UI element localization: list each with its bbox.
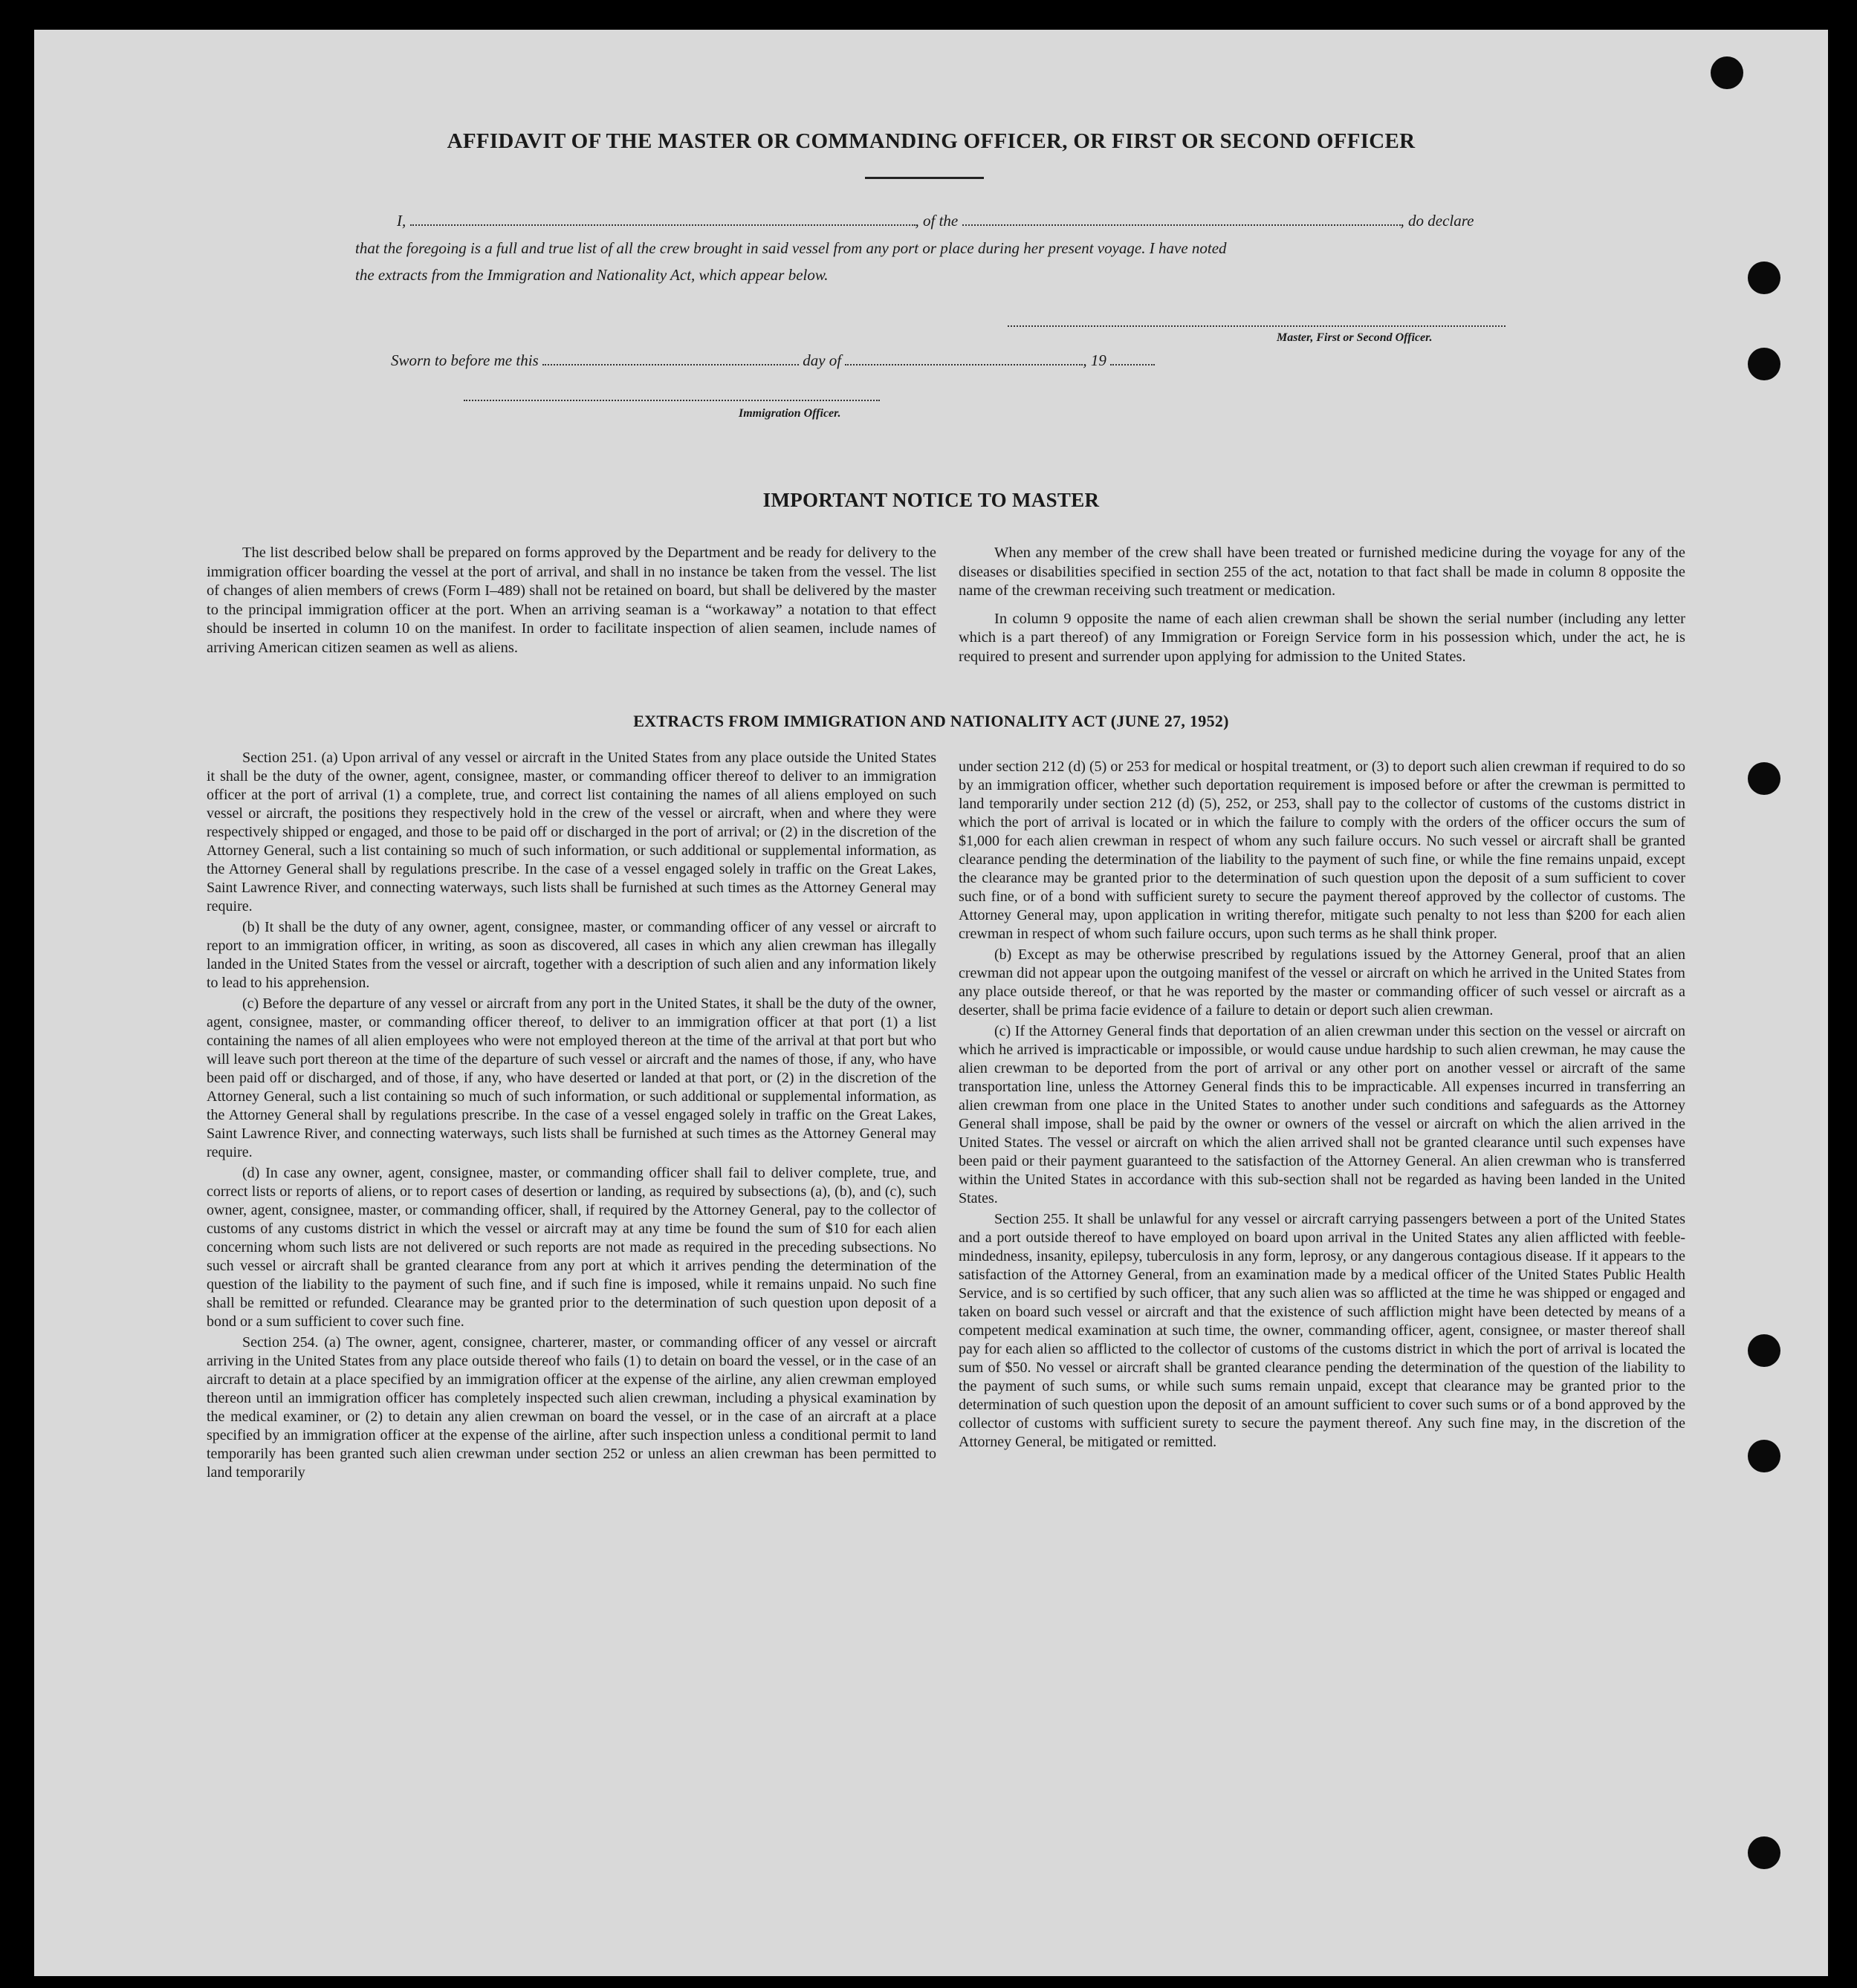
extract-paragraph: Section 254. (a) The owner, agent, consignee, charterer, master, or commanding officer of any vessel or aircraft arriving in the United States from any place outside thereof who fails (1) to detain on board the vessel, or in the case of an aircraft to detain at a place specified by an immigration officer at the expense of the airline, any alien crewman employed thereon until an immigration officer has completely inspected such alien crewman, including a physical examination by the medical examiner, or (2) to detain any alien crewman on board the vessel, or in the case of an aircraft at a place specified by an immigration officer at the expense of the airline, after such inspection unless a conditional permit to land temporarily has been granted such alien crewman under section 252 or unless an alien crewman has been permitted to land temporarily [207,1334,936,1481]
extract-paragraph: (d) In case any owner, agent, consignee, master, or commanding officer shall fail to deliver complete, true, and correct lists or reports of aliens, or to report cases of desertion or landing, as required by subsections (a), (b), and (c), such owner, agent, consignee, master, or commanding officer, shall, if required by the Attorney General, pay to the collector of customs of any customs district in which the vessel or aircraft may at any time be found the sum of $10 for each alien concerning whom such lists are not delivered or such reports are not made as required in the preceding subsections. No such vessel or aircraft shall be granted clearance from any port at which it arrives pending the determination of the question of the liability to the payment of such fine, and if such fine is imposed, while it remains unpaid. No such fine shall be remitted or refunded. Clearance may be granted prior to the determination of such question upon deposit of a bond or a sum sufficient to cover such fine. [207,1165,936,1330]
sworn-day-blank[interactable] [542,351,799,366]
extract-paragraph: Section 255. It shall be unlawful for any vessel or aircraft carrying passengers between a port of the United States and a port outside thereof to have employed on board upon arrival in the United States any alien afflicted with feeble-mindedness, insanity, epilepsy, tuberculosis in any form, leprosy, or any dangerous contagious disease. If it appears to the satisfaction of the Attorney General, from an examination made by a medical officer of the United States Public Health Service, and is so certified by such officer, that any such alien was so afflicted at the time he was shipped or engaged and taken on board such vessel or aircraft and that the existence of such affliction might have been detected by means of a competent medical examination at such time, the owner, commanding officer, agent, consignee, or master thereof shall pay for each alien so afflicted to the collector of customs of the customs district in which the port of arrival is located the sum of $50. No vessel or aircraft shall be granted clearance pending the determination of the question of the liability to the payment of such sums, or while such sums remain unpaid, except that clearance may be granted prior to the determination of such question upon the deposit of an amount sufficient to cover such sums or of a bond approved by the collector of customs with sufficient surety to secure the payment thereof. Any such fine may, in the discretion of the Attorney General, be mitigated or remitted. [959,1211,1685,1450]
sworn-line [391,351,1283,370]
day-of-label: day of [803,351,842,369]
extract-paragraph: under section 212 (d) (5) or 253 for medical or hospital treatment, or (3) to deport such alien crewman if required to do so by an immigration officer, whether such deportation requirement is imposed before or after the crewman is permitted to land temporarily under section 212 (d) (5), 252, or 253, shall pay to the collector of customs of the customs district in which the port of arrival is located or in which the failure to comply with the orders of the officer occurs the sum of $1,000 for each alien crewman in respect of whom any such failure occurs. No such vessel or aircraft shall be granted clearance pending the determination of the liability to the payment of such fine, or while the fine remains unpaid, except the clearance may be granted prior to the determination of such question upon the deposit of a sum sufficient to cover such fine, or of a bond with sufficient surety to secure the payment thereof approved by the collector of customs. The Attorney General may, upon application in writing therefor, mitigate such penalty to not less than $200 for each alien crewman in respect of whom such failure occurs, upon such terms as he shall think proper. [959,759,1685,942]
notice-left-column [207,544,936,660]
extracts-left-column [207,749,936,1484]
punch-hole [1748,762,1780,795]
immigration-officer-caption: Immigration Officer. [739,407,841,420]
notice-right-column [959,544,1685,669]
immigration-officer-signature-line[interactable] [464,400,880,401]
extract-paragraph: (b) It shall be the duty of any owner, agent, consignee, master, or commanding officer of any vessel or aircraft to report to an immigration officer, in writing, as soon as discovered, all cases in which any alien crewman has illegally landed in the United States from the vessel or aircraft, together with a description of such alien and any information likely to lead to his apprehension. [207,919,936,991]
notice-title: IMPORTANT NOTICE TO MASTER [762,489,1100,511]
title-rule [865,177,984,179]
extract-paragraph: Section 251. (a) Upon arrival of any vessel or aircraft in the United States from any place outside the United States it shall be the duty of the owner, agent, consignee, master, or commanding officer thereof to deliver to an immigration officer at the port of arrival (1) a complete, true, and correct list containing the names of all aliens employed on such vessel or aircraft, the positions they respectively hold in the crew of the vessel or aircraft, when and where they were respectively shipped or engaged, and those to be paid off or discharged in the port of arrival; or (2) in the discretion of the Attorney General, such a list containing so much of such information, or such additional or supplemental information, as the Attorney General shall by regulations prescribe. In the case of a vessel engaged solely in traffic on the Great Lakes, Saint Lawrence River, and connecting waterways, such lists shall be furnished at such times as the Attorney General may require. [207,750,936,915]
declaration-line-3: the extracts from the Immigration and Nationality Act, which appear below. [355,266,829,284]
name-blank[interactable] [410,211,915,226]
year-label: , 19 [1083,351,1106,369]
extract-paragraph: (c) Before the departure of any vessel or aircraft from any port in the United States, it shall be the duty of the owner, agent, consignee, master, or commanding officer thereof, to deliver to an immigration officer at that port (1) a list containing the names of all alien employees who were not employed thereon at the time of the arrival at that port but who will leave such port thereon at the time of the departure of such vessel or aircraft and the names of those, if any, who have been paid off or discharged, and of those, if any, who have deserted or landed at that port, or (2) in the discretion of the Attorney General, such a list containing so much of such information, or such additional or supplemental information, as the Attorney General shall by regulations prescribe. In the case of a vessel engaged solely in traffic on the Great Lakes, Saint Lawrence River, and connecting waterways, such lists shall be furnished at such times as the Attorney General may require. [207,995,936,1160]
notice-left-paragraph: The list described below shall be prepared on forms approved by the Department and be ready for delivery to the immigration officer boarding the vessel at the port of arrival, and shall in no instance be taken from the vessel. The list of changes of alien members of crews (Form I–489) shall not be retained on board, but shall be delivered by the master to the principal immigration officer at the port. When an arriving seaman is a “workaway” a notation to that effect should be inserted in column 10 on the manifest. In order to facilitate inspection of alien seamen, include names of arriving American citizen seamen as well as aliens. [207,545,936,656]
sworn-label: Sworn to before me this [391,351,539,369]
declaration-i: I, [397,212,406,230]
document-page [34,30,1828,1976]
declaration-do-declare: , do declare [1400,212,1474,230]
master-caption: Master, First or Second Officer. [1277,331,1433,344]
extracts-right-column [959,758,1685,1454]
vessel-blank[interactable] [962,211,1401,226]
declaration-line-2: that the foregoing is a full and true list of all the crew brought in said vessel from any port or place during her present voyage. I have noted [355,239,1227,257]
notice-right-paragraph-2: In column 9 opposite the name of each alien crewman shall be shown the serial number (including any letter which is a part thereof) of any Immigration or Foreign Service form in his possession which, under the act, he is required to present and surrender upon applying for admission to the United States. [959,610,1685,665]
master-signature-line[interactable] [1008,325,1506,327]
declaration-of-the: , of the [915,212,959,230]
declaration-line-1 [397,211,1541,230]
extract-paragraph: (b) Except as may be otherwise prescribed by regulations issued by the Attorney General, proof that an alien crewman did not appear upon the outgoing manifest of the vessel or aircraft on which he arrived in the United States from any place outside thereof, or that he was reported by the master or commanding officer of such vessel or aircraft as a deserter, shall be prima facie evidence of a failure to detain or deport such alien crewman. [959,946,1685,1019]
punch-hole [1711,56,1743,89]
punch-hole [1748,1836,1780,1869]
sworn-year-blank[interactable] [1110,351,1155,366]
punch-hole [1748,348,1780,380]
affidavit-title: AFFIDAVIT OF THE MASTER OR COMMANDING OFFICER, OR FIRST OR SECOND OFFICER [447,129,1416,153]
extract-paragraph: (c) If the Attorney General finds that deportation of an alien crewman under this section on the vessel or aircraft on which he arrived is impracticable or impossible, or would cause undue hardship to such alien crewman, he may cause the alien crewman to be deported from the port of arrival or any other port on another vessel or aircraft of the same transportation line, unless the Attorney General finds this to be impracticable. All expenses incurred in transferring an alien crewman from one place in the United States to another under such conditions and safeguards as the Attorney General shall impose, shall be paid by the owner or owners of the vessel or aircraft on which the alien arrived in the United States. The vessel or aircraft on which the alien arrived shall not be granted clearance until such expenses have been paid or their payment guaranteed to the satisfaction of the Attorney General. An alien crewman who is transferred within the United States in accordance with this sub-section shall not be regarded as having been landed in the United States. [959,1023,1685,1206]
punch-hole [1748,1334,1780,1367]
extracts-title: EXTRACTS FROM IMMIGRATION AND NATIONALITY ACT (JUNE 27, 1952) [633,712,1229,730]
sworn-month-blank[interactable] [845,351,1083,366]
punch-hole [1748,262,1780,294]
punch-hole [1748,1440,1780,1472]
notice-right-paragraph-1: When any member of the crew shall have been treated or furnished medicine during the voyage for any of the diseases or disabilities specified in section 255 of the act, notation to that fact shall be made in column 8 opposite the name of the crewman receiving such treatment or medication. [959,545,1685,599]
